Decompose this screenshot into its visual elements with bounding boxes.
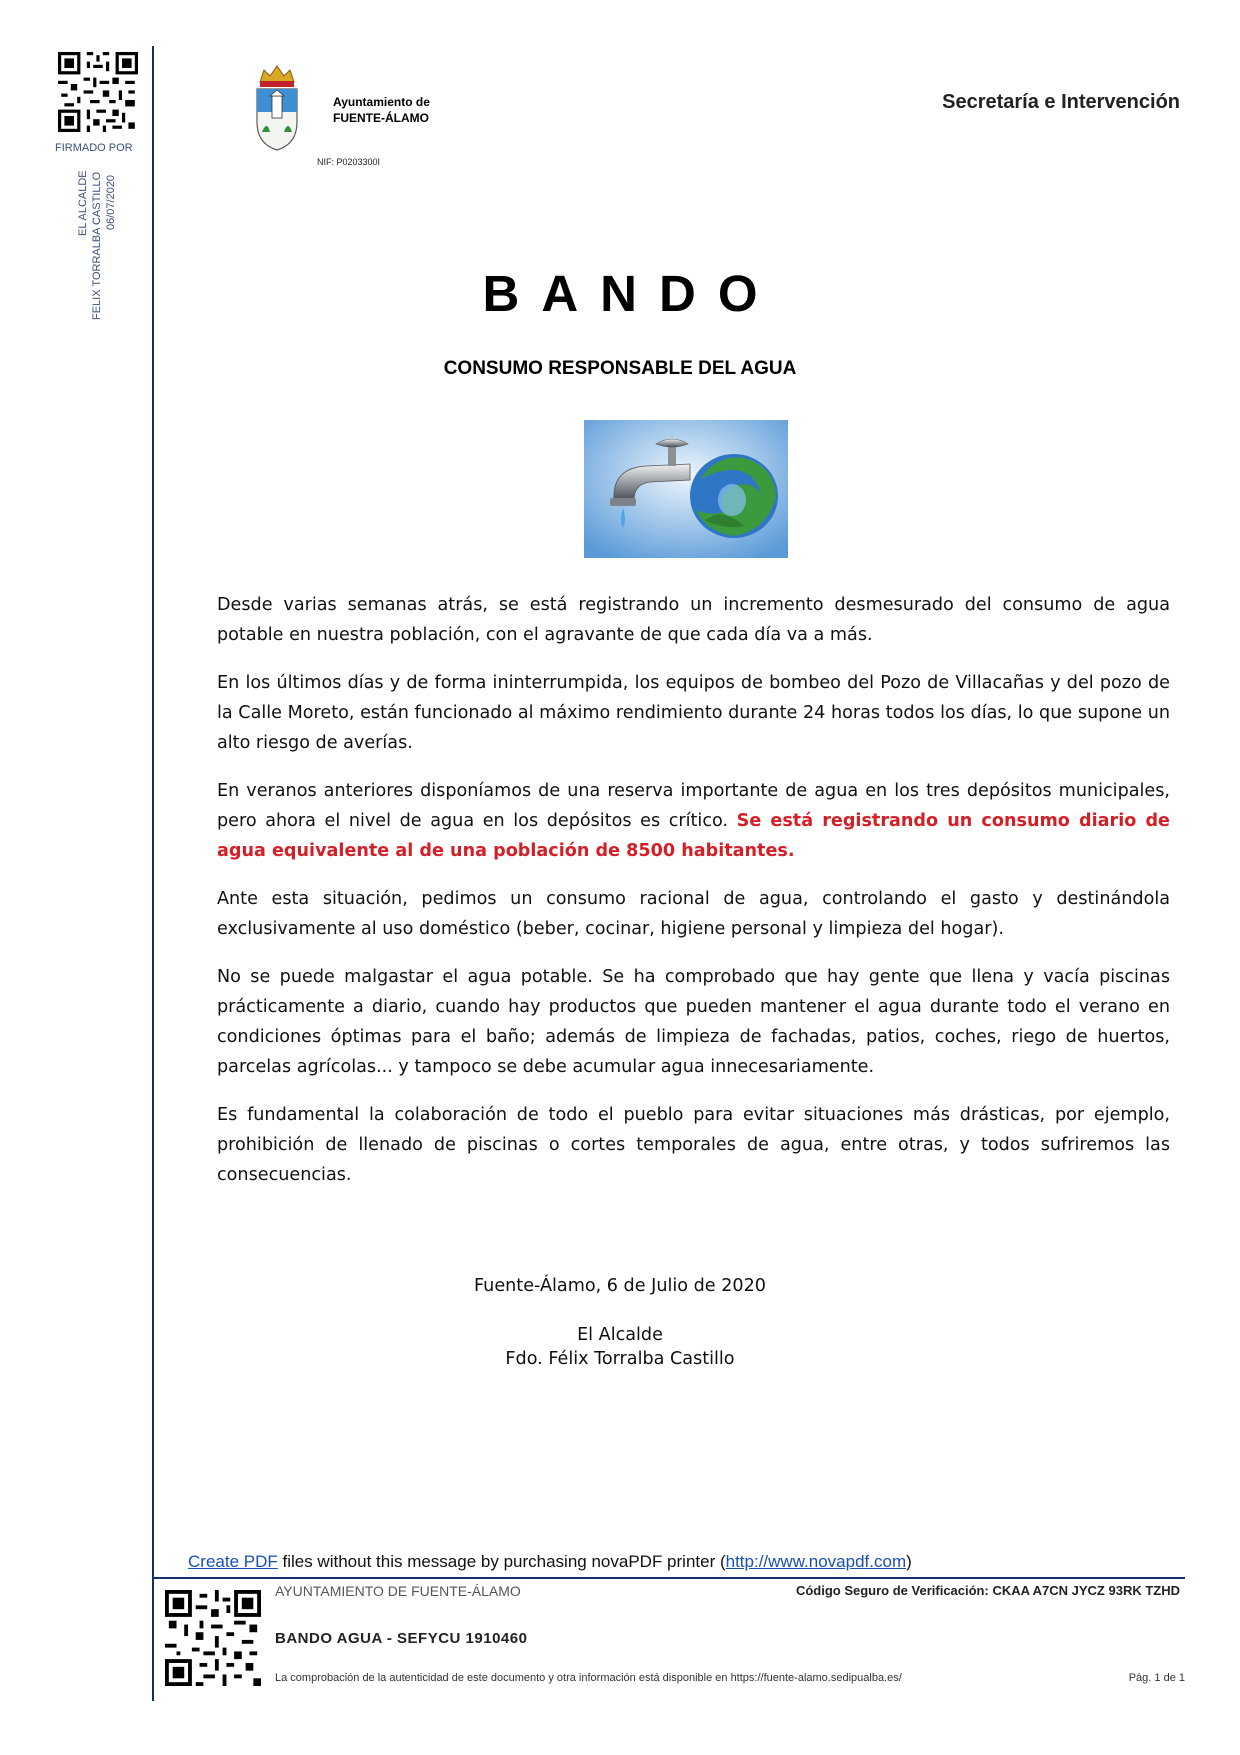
signed-by-label: FIRMADO POR bbox=[55, 142, 133, 154]
create-pdf-link[interactable]: Create PDF bbox=[188, 1552, 278, 1571]
paragraph-2: En los últimos días y de forma ininterrumpida, los equipos de bombeo del Pozo de Villacañas y del pozo de la Calle Moreto, están funcionado al máximo rendimiento durante 24 horas todos los días, lo que supone un alto riesgo de averías. bbox=[217, 673, 1170, 753]
novapdf-notice bbox=[188, 1552, 912, 1572]
paragraph-1: Desde varias semanas atrás, se está registrando un incremento desmesurado del consumo de agua potable en nuestra población, con el agravante de que cada día va a más. bbox=[217, 595, 1170, 645]
paragraph-3-text: En veranos anteriores disponíamos de una reserva importante de agua en los tres depósitos municipales, pero ahora el nivel de agua en los depósitos es crítico. bbox=[217, 781, 1170, 831]
paragraph-6: Es fundamental la colaboración de todo el pueblo para evitar situaciones más drásticas, por ejemplo, prohibición de llenado de piscinas o cortes temporales de agua, entre otras, y todos sufriremos las consecuencias. bbox=[217, 1105, 1170, 1185]
authenticity-note: La comprobación de la autenticidad de este documento y otra información está disponible en https://fuente-alamo.sedipualba.es/ bbox=[275, 1672, 902, 1684]
paragraph-5: No se puede malgastar el agua potable. Se ha comprobado que hay gente que llena y vacía piscinas prácticamente a diario, cuando hay productos que pueden mantener el agua durante todo el verano en condiciones óptimas para el baño; además de limpieza de fachadas, patios, coches, riego de huertos, parcelas agrícolas... y tampoco se debe acumular agua innecesariamente. bbox=[217, 967, 1170, 1077]
qr-code-icon bbox=[165, 1590, 261, 1686]
paragraph-3 bbox=[217, 776, 1170, 866]
novapdf-text-2: ) bbox=[906, 1552, 912, 1571]
signer-title: El Alcalde bbox=[577, 1325, 663, 1345]
ayuntamiento-line1: Ayuntamiento de bbox=[333, 95, 430, 109]
novapdf-text-1: files without this message by purchasing novaPDF printer ( bbox=[277, 1552, 726, 1571]
place-date: Fuente-Álamo, 6 de Julio de 2020 bbox=[474, 1276, 766, 1296]
qr-code-icon bbox=[58, 52, 138, 132]
signer-name: FELIX TORRALBA CASTILLO bbox=[91, 171, 103, 320]
faucet-earth-image bbox=[584, 420, 788, 558]
page-number: Pág. 1 de 1 bbox=[1128, 1672, 1185, 1684]
verification-code: Código Seguro de Verificación: CKAA A7CN JYCZ 93RK TZHD bbox=[795, 1583, 1180, 1598]
document-body bbox=[217, 590, 1170, 1208]
document-title: BANDO bbox=[482, 265, 780, 322]
footer-ayuntamiento: AYUNTAMIENTO DE FUENTE-ÁLAMO bbox=[275, 1583, 521, 1599]
ayuntamiento-line2: FUENTE-ÁLAMO bbox=[333, 111, 429, 125]
highlight-text: Se está registrando un consumo diario de agua equivalente al de una población de 8500 habitantes. bbox=[217, 811, 1170, 861]
paragraph-4: Ante esta situación, pedimos un consumo racional de agua, controlando el gasto y destinándola exclusivamente al uso doméstico (beber, cocinar, higiene personal y limpieza del hogar). bbox=[217, 889, 1170, 939]
novapdf-url-link[interactable]: http://www.novapdf.com bbox=[725, 1552, 907, 1571]
signer-name-text: Fdo. Félix Torralba Castillo bbox=[505, 1349, 735, 1369]
signer-role: EL ALCALDE bbox=[77, 170, 89, 236]
footer-rule bbox=[152, 1577, 1185, 1579]
coat-of-arms-icon bbox=[252, 62, 302, 152]
document-subtitle: CONSUMO RESPONSABLE DEL AGUA bbox=[443, 358, 797, 379]
signature-date: 06/07/2020 bbox=[105, 174, 117, 230]
department-title: Secretaría e Intervención bbox=[942, 91, 1180, 113]
nif: NIF: P0203300I bbox=[317, 157, 381, 167]
ayuntamiento-name bbox=[333, 94, 430, 126]
footer-document-ref: BANDO AGUA - SEFYCU 1910460 bbox=[275, 1630, 528, 1647]
